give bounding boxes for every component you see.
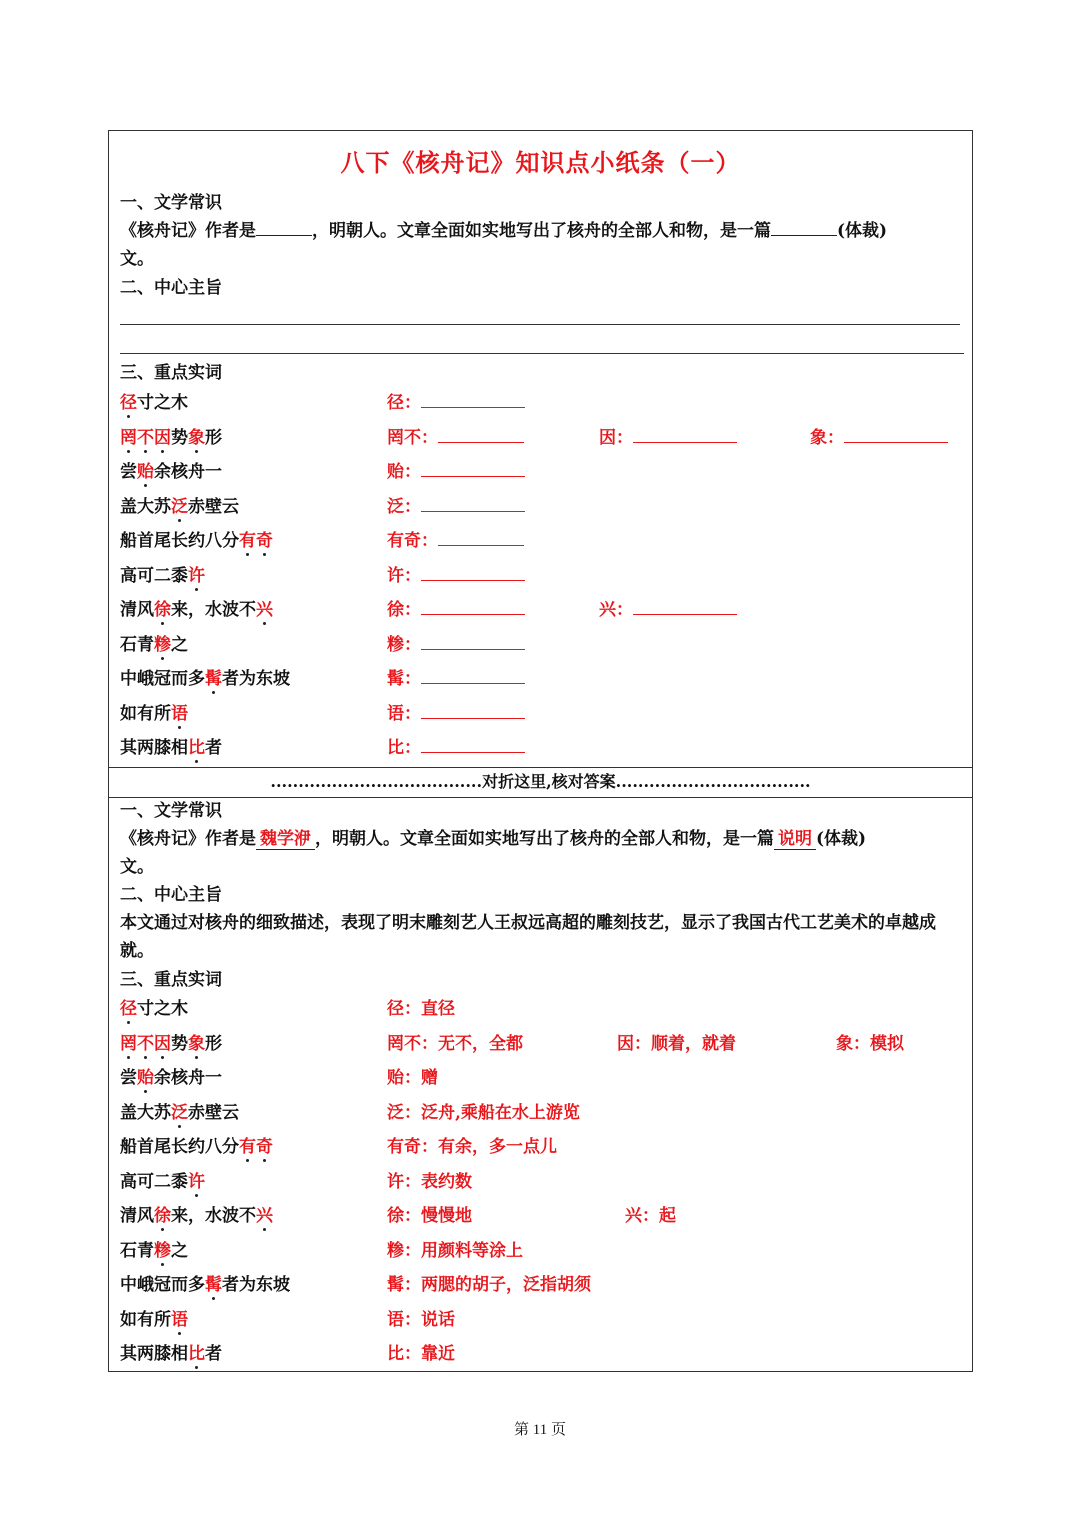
- key-character: 糁: [154, 1240, 171, 1261]
- phrase-text: 高可二黍: [120, 565, 188, 586]
- vocab-blank-field[interactable]: 泛：: [387, 493, 525, 521]
- vocab-phrase: [120, 1340, 222, 1368]
- vocab-blank-field[interactable]: 许：: [387, 562, 525, 590]
- vocab-blank-field[interactable]: 有奇：: [387, 527, 524, 555]
- theme-text: 本文通过对核舟的细致描述，表现了明末雕刻艺人王叔远高超的雕刻技艺，显示了我国古代工艺美术的卓越成就。: [120, 913, 936, 961]
- vocab-blank-field[interactable]: 贻：: [387, 458, 525, 486]
- key-character: 象: [188, 427, 205, 448]
- vocab-answer: 兴：起: [625, 1206, 676, 1226]
- vocab-answer: 比：靠近: [387, 1344, 455, 1364]
- bottom-section1-line1: 《核舟记》作者是 魏学洢 ，明朝人。文章全面如实地写出了核舟的全部人和物，是一篇 说明 (体裁): [120, 829, 867, 849]
- vocab-answer-row: [120, 1064, 962, 1092]
- vocab-phrase: [120, 1064, 222, 1092]
- vocab-answer: 徐：慢慢地: [387, 1206, 472, 1226]
- bottom-section3-heading: 三、重点实词: [120, 970, 222, 990]
- top-section1-line2: 文。: [120, 249, 154, 269]
- vocab-phrase: [120, 1202, 273, 1230]
- vocab-phrase: [120, 665, 290, 693]
- handout-sheet: [108, 130, 973, 1372]
- vocab-answer: 贻：赠: [387, 1068, 438, 1088]
- genre-answer: 说明: [774, 829, 816, 850]
- vocab-phrase: [120, 1237, 188, 1265]
- key-character: 象: [188, 1033, 205, 1054]
- vocab-answer: 语：说话: [387, 1309, 455, 1330]
- phrase-text: 尝: [120, 462, 137, 482]
- key-character: 比: [188, 1344, 205, 1364]
- key-character: 径: [120, 999, 137, 1019]
- vocab-phrase: [120, 458, 222, 486]
- key-character: 兴: [256, 600, 273, 620]
- theme-answer-line-1[interactable]: [120, 324, 960, 325]
- key-character: 罔: [120, 1033, 137, 1054]
- vocab-question-row: [120, 389, 962, 417]
- phrase-text: 来，水波不: [171, 1206, 256, 1226]
- phrase-text: 其两膝相: [120, 738, 188, 758]
- phrase-text: 者为东坡: [222, 1275, 290, 1295]
- answer-blank-line[interactable]: [438, 527, 524, 546]
- vocab-phrase: [120, 424, 222, 452]
- vocab-answer: 因：顺着，就着: [617, 1033, 736, 1054]
- author-answer: 魏学洢: [256, 829, 315, 850]
- vocab-blank-field[interactable]: 象：: [810, 424, 948, 452]
- top-section2-heading: 二、中心主旨: [120, 278, 222, 298]
- phrase-text: 如有所: [120, 1309, 171, 1330]
- theme-answer-line-2[interactable]: [120, 353, 964, 354]
- top-section1-heading: 一、文学常识: [120, 193, 222, 213]
- key-character: 奇: [256, 1137, 273, 1157]
- fold-line: ......................................对折这里,核对答案...................................: [109, 767, 972, 798]
- key-character: 有: [239, 1137, 256, 1157]
- key-character: 比: [188, 738, 205, 758]
- vocab-phrase: [120, 1099, 239, 1127]
- vocab-blank-field[interactable]: 语：: [387, 700, 525, 728]
- phrase-text: 势: [171, 427, 188, 448]
- answer-blank-line[interactable]: [421, 389, 525, 408]
- vocab-answer: 径：直径: [387, 999, 455, 1019]
- key-character: 兴: [256, 1206, 273, 1226]
- vocab-phrase: [120, 1168, 205, 1196]
- top-section1-line1: 《核舟记》作者是 ，明朝人。文章全面如实地写出了核舟的全部人和物，是一篇 (体裁): [120, 221, 888, 241]
- vocab-answer-row: [120, 1237, 962, 1265]
- key-character: 髯: [205, 669, 222, 689]
- key-character: 徐: [154, 1206, 171, 1226]
- phrase-text: 石青: [120, 1240, 154, 1261]
- vocab-answer: 罔不：无不，全都: [387, 1033, 523, 1054]
- key-character: 不: [137, 427, 154, 448]
- phrase-text: 者为东坡: [222, 669, 290, 689]
- vocab-blank-field[interactable]: 因：: [599, 424, 737, 452]
- genre-blank[interactable]: [771, 219, 837, 236]
- key-character: 语: [171, 1309, 188, 1330]
- vocab-answer-row: [120, 1271, 962, 1299]
- key-character: 糁: [154, 634, 171, 655]
- key-character: 髯: [205, 1275, 222, 1295]
- page-title: 八下《核舟记》知识点小纸条（一）: [340, 148, 741, 177]
- phrase-text: 形: [205, 1033, 222, 1054]
- answer-blank-line[interactable]: [421, 562, 525, 581]
- phrase-text: 盖大苏: [120, 496, 171, 517]
- answer-blank-line[interactable]: [438, 424, 524, 443]
- vocab-answer-row: [120, 1340, 962, 1368]
- answer-blank-line[interactable]: [421, 458, 525, 477]
- bottom-section2-heading: 二、中心主旨: [120, 885, 222, 905]
- phrase-text: 余核舟一: [154, 462, 222, 482]
- vocab-question-row: [120, 562, 962, 590]
- answer-blank-line[interactable]: [421, 631, 525, 650]
- answer-blank-line[interactable]: [421, 700, 525, 719]
- key-character: 贻: [137, 1068, 154, 1088]
- vocab-phrase: [120, 562, 205, 590]
- key-character: 有: [239, 531, 256, 551]
- vocab-blank-field[interactable]: 髯：: [387, 665, 525, 693]
- key-character: 罔: [120, 427, 137, 448]
- vocab-phrase: [120, 1306, 188, 1334]
- key-character: 不: [137, 1033, 154, 1054]
- phrase-text: 者: [205, 1344, 222, 1364]
- key-character: 奇: [256, 531, 273, 551]
- key-character: 许: [188, 565, 205, 586]
- vocab-phrase: [120, 1271, 290, 1299]
- phrase-text: 盖大苏: [120, 1102, 171, 1123]
- vocab-question-row: [120, 700, 962, 728]
- vocab-phrase: [120, 389, 188, 417]
- vocab-phrase: [120, 493, 239, 521]
- key-character: 因: [154, 427, 171, 448]
- phrase-text: 赤壁云: [188, 496, 239, 517]
- key-character: 语: [171, 703, 188, 724]
- phrase-text: 形: [205, 427, 222, 448]
- phrase-text: 其两膝相: [120, 1344, 188, 1364]
- phrase-text: 赤壁云: [188, 1102, 239, 1123]
- key-character: 泛: [171, 1102, 188, 1123]
- vocab-question-row: [120, 734, 962, 762]
- key-character: 径: [120, 393, 137, 413]
- phrase-text: 船首尾长约八分: [120, 1137, 239, 1157]
- page-number: 第 11 页: [514, 1422, 566, 1438]
- key-character: 徐: [154, 600, 171, 620]
- vocab-answer-row: [120, 1306, 962, 1334]
- vocab-blank-field[interactable]: 径：: [387, 389, 525, 417]
- vocab-phrase: [120, 1030, 222, 1058]
- vocab-question-row: [120, 458, 962, 486]
- vocab-answer-row: [120, 1202, 962, 1230]
- answer-blank-line[interactable]: [421, 734, 525, 753]
- vocab-question-row: [120, 631, 962, 659]
- vocab-question-row: [120, 424, 962, 452]
- vocab-phrase: [120, 700, 188, 728]
- vocab-answer: 髯：两腮的胡子，泛指胡须: [387, 1275, 591, 1295]
- vocab-blank-field[interactable]: 兴：: [599, 596, 737, 624]
- vocab-question-row: [120, 527, 962, 555]
- answer-blank-line[interactable]: [844, 424, 948, 443]
- vocab-answer: 象：模拟: [836, 1033, 904, 1054]
- phrase-text: 之: [171, 1240, 188, 1261]
- key-character: 贻: [137, 462, 154, 482]
- vocab-blank-field[interactable]: 罔不：: [387, 424, 524, 452]
- vocab-phrase: [120, 527, 273, 555]
- phrase-text: 船首尾长约八分: [120, 531, 239, 551]
- phrase-text: 清风: [120, 1206, 154, 1226]
- bottom-section1-heading: 一、文学常识: [120, 801, 222, 821]
- top-section3-heading: 三、重点实词: [120, 363, 222, 383]
- phrase-text: 余核舟一: [154, 1068, 222, 1088]
- phrase-text: 势: [171, 1033, 188, 1054]
- key-character: 许: [188, 1171, 205, 1192]
- bottom-section1-line2: 文。: [120, 857, 154, 877]
- vocab-phrase: [120, 631, 188, 659]
- vocab-answer-row: [120, 1030, 962, 1058]
- answer-blank-line[interactable]: [633, 424, 737, 443]
- phrase-text: 高可二黍: [120, 1171, 188, 1192]
- phrase-text: 之: [171, 634, 188, 655]
- phrase-text: 寸之木: [137, 999, 188, 1019]
- vocab-phrase: [120, 734, 222, 762]
- phrase-text: 中峨冠而多: [120, 1275, 205, 1295]
- vocab-phrase: [120, 995, 188, 1023]
- vocab-answer-row: [120, 1133, 962, 1161]
- vocab-answer: 有奇：有余，多一点儿: [387, 1137, 557, 1157]
- phrase-text: 石青: [120, 634, 154, 655]
- vocab-question-row: [120, 665, 962, 693]
- answer-blank-line[interactable]: [421, 665, 525, 684]
- vocab-phrase: [120, 596, 273, 624]
- vocab-answer-row: [120, 1168, 962, 1196]
- phrase-text: 者: [205, 738, 222, 758]
- answer-blank-line[interactable]: [421, 493, 525, 512]
- phrase-text: 寸之木: [137, 393, 188, 413]
- vocab-blank-field[interactable]: 糁：: [387, 631, 525, 659]
- vocab-question-row: [120, 596, 962, 624]
- phrase-text: 清风: [120, 600, 154, 620]
- phrase-text: 如有所: [120, 703, 171, 724]
- vocab-phrase: [120, 1133, 273, 1161]
- phrase-text: 中峨冠而多: [120, 669, 205, 689]
- key-character: 因: [154, 1033, 171, 1054]
- phrase-text: 来，水波不: [171, 600, 256, 620]
- answer-blank-line[interactable]: [421, 596, 525, 615]
- vocab-answer-row: [120, 995, 962, 1023]
- author-blank[interactable]: [256, 219, 312, 236]
- vocab-answer: 泛：泛舟,乘船在水上游览: [387, 1102, 580, 1123]
- vocab-answer: 许：表约数: [387, 1171, 472, 1192]
- vocab-blank-field[interactable]: 比：: [387, 734, 525, 762]
- vocab-answer: 糁：用颜料等涂上: [387, 1240, 523, 1261]
- answer-blank-line[interactable]: [633, 596, 737, 615]
- vocab-blank-field[interactable]: 徐：: [387, 596, 525, 624]
- vocab-answer-row: [120, 1099, 962, 1127]
- vocab-question-row: [120, 493, 962, 521]
- phrase-text: 尝: [120, 1068, 137, 1088]
- key-character: 泛: [171, 496, 188, 517]
